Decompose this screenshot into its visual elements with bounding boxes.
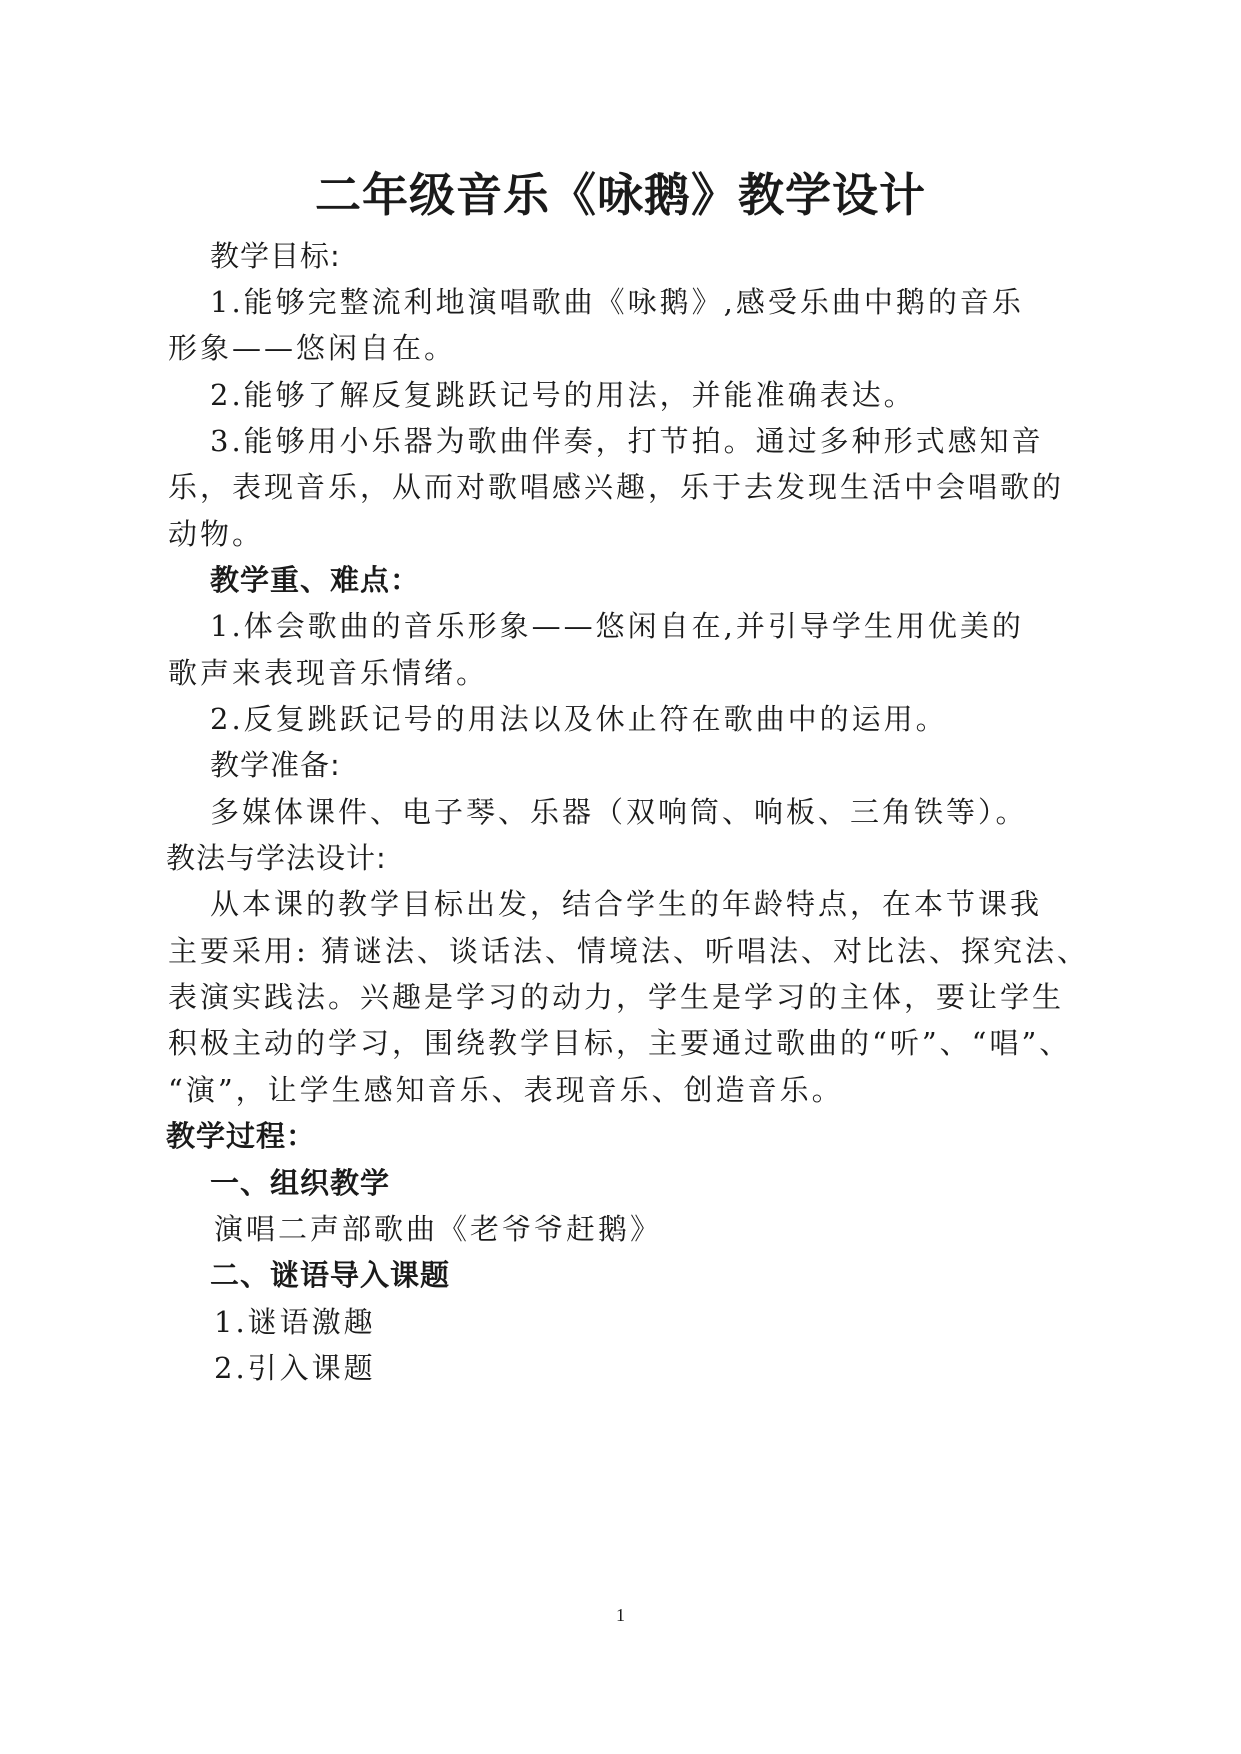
section-2-heading: 二、谜语导入课题	[210, 1258, 451, 1292]
heading-teaching-process: 教学过程：	[166, 1119, 317, 1153]
objective-1-line-2: 形象——悠闲自在。	[168, 331, 457, 365]
method-line-2: 主要采用: 猜谜法、谈话法、情境法、听唱法、对比法、探究法、	[168, 934, 1089, 968]
section-1-text: 演唱二声部歌曲《老爷爷赶鹅》	[214, 1212, 663, 1246]
document-title: 二年级音乐《咏鹅》教学设计	[315, 168, 926, 222]
key-point-1-line-1: 1.体会歌曲的音乐形象——悠闲自在,并引导学生用优美的	[210, 609, 1024, 643]
objective-3-line-1: 3.能够用小乐器为歌曲伴奏，打节拍。通过多种形式感知音	[210, 424, 1044, 458]
key-point-1-line-2: 歌声来表现音乐情绪。	[168, 656, 489, 690]
heading-teaching-objectives: 教学目标:	[210, 239, 341, 273]
heading-key-difficult-points: 教学重、难点：	[210, 563, 421, 597]
heading-method-design: 教法与学法设计:	[166, 841, 387, 875]
method-line-4: 积极主动的学习，围绕教学目标，主要通过歌曲的“听”、“唱”、	[168, 1026, 1072, 1060]
objective-3-line-3: 动物。	[168, 517, 265, 551]
section-2-item-2: 2.引入课题	[214, 1351, 376, 1385]
section-1-heading: 一、组织教学	[210, 1166, 391, 1200]
method-line-3: 表演实践法。兴趣是学习的动力，学生是学习的主体，要让学生	[168, 980, 1065, 1014]
method-line-1: 从本课的教学目标出发，结合学生的年龄特点，在本节课我	[210, 887, 1043, 921]
page-number: 1	[616, 1605, 625, 1625]
preparation-text: 多媒体课件、电子琴、乐器（双响筒、响板、三角铁等）。	[210, 795, 1028, 829]
method-line-5: “演”，让学生感知音乐、表现音乐、创造音乐。	[168, 1073, 844, 1107]
objective-2: 2.能够了解反复跳跃记号的用法，并能准确表达。	[210, 378, 916, 412]
heading-teaching-preparation: 教学准备:	[210, 748, 341, 782]
section-2-item-1: 1.谜语激趣	[214, 1305, 376, 1339]
objective-3-line-2: 乐，表现音乐，从而对歌唱感兴趣，乐于去发现生活中会唱歌的	[168, 470, 1065, 504]
objective-1-line-1: 1.能够完整流利地演唱歌曲《咏鹅》,感受乐曲中鹅的音乐	[210, 285, 1024, 319]
key-point-2: 2.反复跳跃记号的用法以及休止符在歌曲中的运用。	[210, 702, 948, 736]
